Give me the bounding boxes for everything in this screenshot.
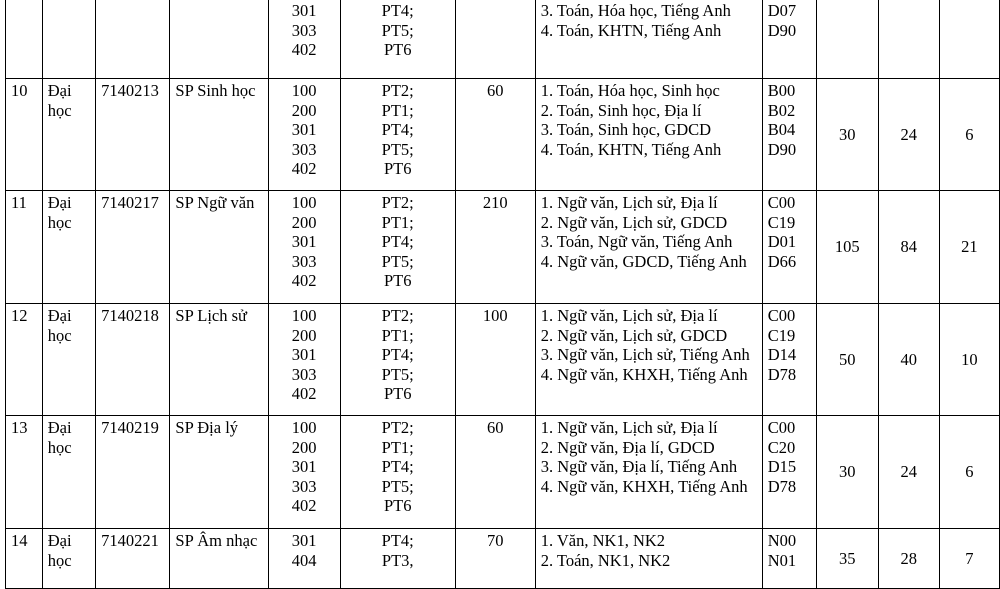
combo-code-cell bbox=[762, 0, 816, 79]
method-pt-cell-line: PT6 bbox=[383, 159, 412, 179]
major-name-cell bbox=[170, 416, 268, 529]
quota-method-3-cell-text: 7 bbox=[965, 548, 974, 568]
method-code-cell-line: 303 bbox=[291, 476, 317, 496]
quota-cell-text: 70 bbox=[486, 531, 504, 550]
combo-code-cell-line: D90 bbox=[767, 20, 797, 40]
level-cell bbox=[42, 191, 95, 304]
method-code-cell bbox=[268, 0, 340, 79]
quota-method-3-cell bbox=[939, 416, 999, 529]
quota-method-3-cell bbox=[939, 191, 999, 304]
major-name-cell-text: SP Địa lý bbox=[175, 418, 239, 437]
subject-combo-cell-line: 1. Ngữ văn, Lịch sử, Địa lí bbox=[540, 306, 718, 325]
major-code-cell-text: 7140221 bbox=[101, 531, 159, 550]
method-code-cell-line: 200 bbox=[291, 325, 317, 345]
method-pt-cell-line: PT2; bbox=[381, 193, 414, 212]
method-pt-cell bbox=[340, 529, 455, 589]
combo-code-cell-line: B02 bbox=[767, 100, 796, 120]
combo-code-cell-line: C20 bbox=[767, 437, 796, 457]
combo-code-cell-line: D78 bbox=[767, 476, 797, 496]
combo-code-cell-line: D14 bbox=[767, 345, 797, 365]
table-row bbox=[6, 191, 1000, 304]
quota-method-2-cell-text: 28 bbox=[900, 548, 917, 568]
combo-code-cell-line: C00 bbox=[767, 418, 796, 437]
method-pt-cell-line: PT4; bbox=[381, 345, 414, 365]
method-code-cell-line: 402 bbox=[291, 40, 317, 60]
subject-combo-cell-line: 4. Toán, KHTN, Tiếng Anh bbox=[540, 139, 722, 159]
level-line: học bbox=[47, 550, 72, 570]
combo-code-cell-line: B04 bbox=[767, 120, 796, 140]
quota-method-1-cell bbox=[816, 416, 878, 529]
quota-method-3-cell-text: 6 bbox=[965, 124, 974, 144]
method-code-cell bbox=[268, 416, 340, 529]
method-code-cell-line: 303 bbox=[291, 364, 317, 384]
stt-cell bbox=[6, 529, 43, 589]
quota-method-3-cell bbox=[939, 0, 999, 79]
major-code-cell bbox=[96, 304, 170, 416]
quota-method-3-cell bbox=[939, 304, 999, 416]
subject-combo-cell-line: 2. Toán, NK1, NK2 bbox=[540, 550, 671, 570]
combo-code-cell bbox=[762, 79, 816, 191]
level-line: học bbox=[47, 325, 72, 345]
quota-cell bbox=[455, 304, 535, 416]
method-pt-cell-line: PT1; bbox=[381, 100, 414, 120]
method-pt-cell-line: PT5; bbox=[381, 364, 414, 384]
method-code-cell-line: 200 bbox=[291, 212, 317, 232]
major-code-cell bbox=[96, 79, 170, 191]
stt-cell-text: 10 bbox=[11, 81, 28, 100]
stt-cell bbox=[6, 304, 43, 416]
major-code-cell-text: 7140213 bbox=[101, 81, 159, 100]
level-line bbox=[48, 1, 90, 21]
method-pt-cell-line: PT5; bbox=[381, 476, 414, 496]
quota-method-1-cell bbox=[816, 191, 878, 304]
table-row bbox=[6, 529, 1000, 589]
stt-cell-text: 12 bbox=[11, 306, 28, 325]
major-name-cell bbox=[170, 304, 268, 416]
subject-combo-cell-line: 2. Ngữ văn, Địa lí, GDCD bbox=[540, 437, 715, 457]
method-pt-cell-line: PT4; bbox=[381, 120, 414, 140]
subject-combo-cell-line: 1. Ngữ văn, Lịch sử, Địa lí bbox=[540, 418, 718, 437]
method-pt-cell bbox=[340, 416, 455, 529]
table-body bbox=[6, 0, 1000, 589]
method-code-cell-line: 303 bbox=[291, 251, 317, 271]
method-code-cell bbox=[268, 191, 340, 304]
combo-code-cell bbox=[762, 304, 816, 416]
method-code-cell-line: 402 bbox=[291, 496, 317, 516]
method-pt-cell bbox=[340, 0, 455, 79]
subject-combo-cell-line: 4. Ngữ văn, GDCD, Tiếng Anh bbox=[540, 251, 747, 271]
stt-cell-text: 14 bbox=[11, 531, 28, 550]
level-line bbox=[48, 21, 90, 41]
level-line: học bbox=[47, 437, 72, 457]
method-pt-cell-line: PT1; bbox=[381, 212, 414, 232]
subject-combo-cell bbox=[535, 0, 762, 79]
subject-combo-cell-line: 3. Toán, Hóa học, Tiếng Anh bbox=[540, 1, 731, 20]
quota-method-1-cell bbox=[816, 529, 878, 589]
quota-method-3-cell-text: 10 bbox=[961, 349, 978, 369]
level-cell bbox=[42, 529, 95, 589]
method-code-cell-line: 100 bbox=[291, 306, 317, 325]
level-cell bbox=[42, 416, 95, 529]
quota-method-3-cell bbox=[939, 529, 999, 589]
method-pt-cell-line: PT5; bbox=[381, 251, 414, 271]
method-pt-cell bbox=[340, 79, 455, 191]
level-line: Đại bbox=[47, 531, 72, 550]
method-pt-cell-line: PT2; bbox=[381, 418, 414, 437]
method-code-cell-line: 402 bbox=[291, 271, 317, 291]
quota-cell-text: 100 bbox=[482, 306, 508, 325]
combo-code-cell bbox=[762, 416, 816, 529]
quota-method-3-cell bbox=[939, 79, 999, 191]
major-code-cell-text: 7140217 bbox=[101, 193, 159, 212]
method-pt-cell-line: PT2; bbox=[381, 81, 414, 100]
major-name-cell bbox=[170, 529, 268, 589]
quota-method-2-cell bbox=[878, 79, 939, 191]
method-code-cell-line: 303 bbox=[291, 20, 317, 40]
table-row bbox=[6, 416, 1000, 529]
quota-cell-text: 60 bbox=[486, 418, 504, 437]
combo-code-cell-line: C00 bbox=[767, 193, 796, 212]
major-name-cell-text: SP Sinh học bbox=[175, 81, 256, 100]
method-code-cell bbox=[268, 79, 340, 191]
major-code-cell bbox=[96, 529, 170, 589]
method-code-cell-line: 100 bbox=[291, 193, 317, 212]
table-row bbox=[6, 79, 1000, 191]
method-code-cell-line: 303 bbox=[291, 139, 317, 159]
major-name-cell-text: SP Âm nhạc bbox=[175, 531, 258, 550]
quota-method-2-cell bbox=[878, 0, 939, 79]
subject-combo-cell bbox=[535, 304, 762, 416]
subject-combo-cell-line: 2. Ngữ văn, Lịch sử, GDCD bbox=[540, 325, 728, 345]
level-line: học bbox=[47, 100, 72, 120]
quota-method-2-cell-text: 84 bbox=[900, 237, 917, 257]
quota-method-3-cell-text: 6 bbox=[965, 462, 974, 482]
stt-cell bbox=[6, 79, 43, 191]
combo-code-cell-line: N00 bbox=[767, 531, 797, 550]
method-code-cell-line: 100 bbox=[291, 81, 317, 100]
combo-code-cell bbox=[762, 529, 816, 589]
level-line: Đại bbox=[47, 418, 72, 437]
major-name-cell bbox=[170, 0, 268, 79]
level-cell bbox=[42, 0, 95, 79]
level-cell bbox=[42, 304, 95, 416]
level-line: học bbox=[47, 212, 72, 232]
method-code-cell-line: 100 bbox=[291, 418, 317, 437]
quota-cell bbox=[455, 416, 535, 529]
quota-method-1-cell bbox=[816, 79, 878, 191]
method-pt-cell-line: PT1; bbox=[381, 437, 414, 457]
method-code-cell bbox=[268, 304, 340, 416]
subject-combo-cell-line: 3. Toán, Sinh học, GDCD bbox=[540, 120, 712, 140]
method-pt-cell bbox=[340, 304, 455, 416]
combo-code-cell-line: C00 bbox=[767, 306, 796, 325]
quota-method-2-cell-text: 40 bbox=[900, 349, 917, 369]
method-pt-cell-line: PT6 bbox=[383, 384, 412, 404]
quota-method-2-cell bbox=[878, 416, 939, 529]
method-pt-cell-line: PT5; bbox=[381, 20, 414, 40]
quota-method-2-cell-text: 24 bbox=[900, 124, 917, 144]
major-name-cell bbox=[170, 191, 268, 304]
subject-combo-cell bbox=[535, 529, 762, 589]
method-pt-cell bbox=[340, 191, 455, 304]
subject-combo-cell-line: 1. Văn, NK1, NK2 bbox=[540, 531, 666, 550]
stt-cell-text: 11 bbox=[11, 193, 27, 212]
combo-code-cell-line: D90 bbox=[767, 139, 797, 159]
level-line: Đại bbox=[47, 306, 72, 325]
method-pt-cell-line: PT6 bbox=[383, 40, 412, 60]
quota-method-3-cell-text: 21 bbox=[961, 237, 978, 257]
combo-code-cell-line: D15 bbox=[767, 457, 797, 477]
subject-combo-cell-line: 4. Ngữ văn, KHXH, Tiếng Anh bbox=[540, 476, 748, 496]
method-pt-cell-line: PT5; bbox=[381, 139, 414, 159]
subject-combo-cell-line: 4. Ngữ văn, KHXH, Tiếng Anh bbox=[540, 364, 748, 384]
table-row bbox=[6, 0, 1000, 79]
subject-combo-cell-line: 1. Toán, Hóa học, Sinh học bbox=[540, 81, 720, 100]
quota-cell-text: 210 bbox=[482, 193, 508, 212]
combo-code-cell-line: D66 bbox=[767, 251, 797, 271]
method-code-cell bbox=[268, 529, 340, 589]
subject-combo-cell bbox=[535, 79, 762, 191]
subject-combo-cell-line: 3. Toán, Ngữ văn, Tiếng Anh bbox=[540, 232, 733, 252]
major-name-cell-text: SP Ngữ văn bbox=[175, 193, 255, 212]
method-pt-cell-line: PT4; bbox=[381, 1, 414, 20]
combo-code-cell-line: N01 bbox=[767, 550, 797, 570]
level-cell bbox=[42, 79, 95, 191]
method-pt-cell-line: PT6 bbox=[383, 271, 412, 291]
quota-cell bbox=[455, 191, 535, 304]
quota-method-1-cell-text: 105 bbox=[834, 237, 860, 257]
major-code-cell bbox=[96, 0, 170, 79]
stt-cell bbox=[6, 191, 43, 304]
quota-method-1-cell bbox=[816, 0, 878, 79]
subject-combo-cell bbox=[535, 191, 762, 304]
quota-cell bbox=[455, 79, 535, 191]
combo-code-cell-line: D07 bbox=[767, 1, 797, 20]
method-code-cell-line: 404 bbox=[291, 550, 317, 570]
method-code-cell-line: 301 bbox=[291, 457, 317, 477]
quota-method-1-cell-text: 30 bbox=[838, 462, 856, 482]
method-code-cell-line: 301 bbox=[291, 1, 317, 20]
quota-method-2-cell bbox=[878, 191, 939, 304]
quota-cell-text: 60 bbox=[486, 81, 504, 100]
method-pt-cell-line: PT4; bbox=[381, 232, 414, 252]
quota-method-1-cell-text: 35 bbox=[838, 548, 856, 568]
stt-cell bbox=[6, 0, 43, 79]
level-line: Đại bbox=[47, 81, 72, 100]
major-name-cell-text: SP Lịch sử bbox=[175, 306, 247, 325]
stt-cell-text: 13 bbox=[11, 418, 28, 437]
subject-combo-cell-line: 1. Ngữ văn, Lịch sử, Địa lí bbox=[540, 193, 718, 212]
method-pt-cell-line: PT4; bbox=[381, 531, 414, 550]
method-pt-cell-line: PT1; bbox=[381, 325, 414, 345]
major-code-cell bbox=[96, 191, 170, 304]
combo-code-cell-line: C19 bbox=[767, 325, 796, 345]
stt-cell bbox=[6, 416, 43, 529]
major-code-cell-text: 7140219 bbox=[101, 418, 159, 437]
quota-method-1-cell bbox=[816, 304, 878, 416]
quota-method-2-cell bbox=[878, 304, 939, 416]
method-code-cell-line: 301 bbox=[291, 120, 317, 140]
method-code-cell-line: 301 bbox=[291, 345, 317, 365]
method-pt-cell-line: PT6 bbox=[383, 496, 412, 516]
major-code-cell-text: 7140218 bbox=[101, 306, 159, 325]
quota-cell bbox=[455, 529, 535, 589]
table-row bbox=[6, 304, 1000, 416]
subject-combo-cell-line: 2. Toán, Sinh học, Địa lí bbox=[540, 100, 702, 120]
major-code-cell bbox=[96, 416, 170, 529]
quota-cell bbox=[455, 0, 535, 79]
subject-combo-cell-line: 2. Ngữ văn, Lịch sử, GDCD bbox=[540, 212, 728, 232]
subject-combo-cell-line: 3. Ngữ văn, Lịch sử, Tiếng Anh bbox=[540, 345, 750, 365]
method-code-cell-line: 200 bbox=[291, 437, 317, 457]
level-line: Đại bbox=[47, 193, 72, 212]
quota-method-1-cell-text: 50 bbox=[838, 349, 856, 369]
method-pt-cell-line: PT4; bbox=[381, 457, 414, 477]
method-code-cell-line: 301 bbox=[291, 531, 317, 550]
combo-code-cell-line: D01 bbox=[767, 232, 797, 252]
quota-method-1-cell-text: 30 bbox=[838, 124, 856, 144]
method-code-cell-line: 402 bbox=[291, 159, 317, 179]
combo-code-cell bbox=[762, 191, 816, 304]
subject-combo-cell bbox=[535, 416, 762, 529]
admission-table bbox=[5, 0, 1000, 589]
combo-code-cell-line: B00 bbox=[767, 81, 796, 100]
method-code-cell-line: 200 bbox=[291, 100, 317, 120]
method-code-cell-line: 402 bbox=[291, 384, 317, 404]
subject-combo-cell-line: 3. Ngữ văn, Địa lí, Tiếng Anh bbox=[540, 457, 738, 477]
combo-code-cell-line: C19 bbox=[767, 212, 796, 232]
quota-method-2-cell-text: 24 bbox=[900, 462, 917, 482]
combo-code-cell-line: D78 bbox=[767, 364, 797, 384]
quota-method-2-cell bbox=[878, 529, 939, 589]
method-pt-cell-line: PT3, bbox=[381, 550, 414, 570]
subject-combo-cell-line: 4. Toán, KHTN, Tiếng Anh bbox=[540, 20, 722, 40]
method-pt-cell-line: PT2; bbox=[381, 306, 414, 325]
method-code-cell-line: 301 bbox=[291, 232, 317, 252]
major-name-cell bbox=[170, 79, 268, 191]
